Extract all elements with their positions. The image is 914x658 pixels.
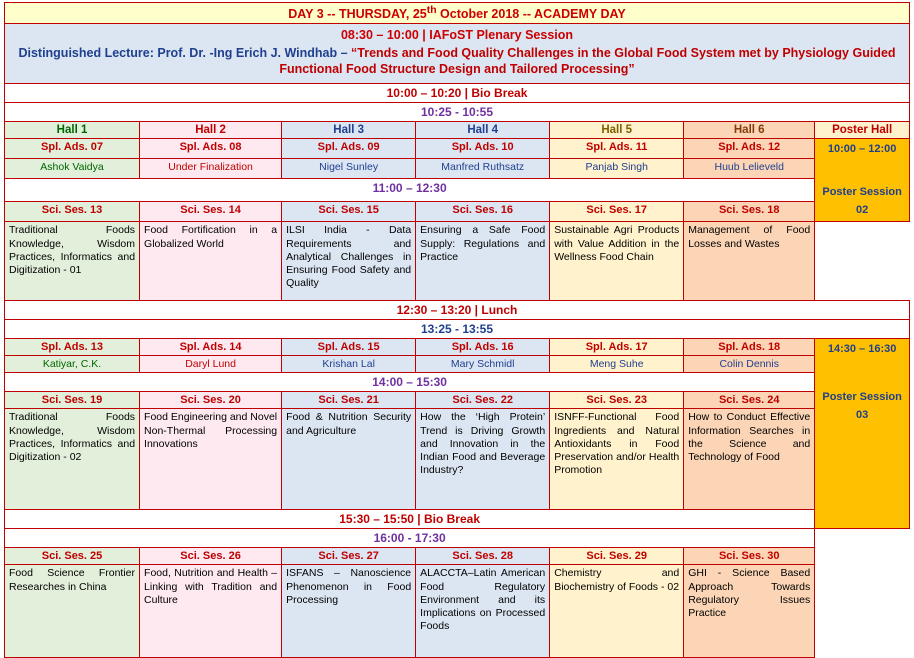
timeband-sess3-row [5,529,910,548]
timeband-sessions-3: 16:00 - 17:30 [5,529,815,548]
sci-ses-26-code: Sci. Ses. 26 [140,548,282,565]
sci-ses-25-topic: Food Science Frontier Researches in China [5,565,140,658]
lunch-break: 12:30 – 13:20 | Lunch [5,301,910,320]
sci-ses-29-code: Sci. Ses. 29 [550,548,684,565]
poster-session-03-time: 14:30 – 16:30 [827,343,897,356]
sci-ses-27-topic: ISFANS – Nanoscience Phenomenon in Food Processing [282,565,416,658]
hall-header-row [5,121,910,138]
sci-ses-27-code: Sci. Ses. 27 [282,548,416,565]
plenary-cell [5,24,910,84]
poster-session-02-time: 10:00 – 12:00 [827,142,897,155]
hall-2-header: Hall 2 [140,121,282,138]
timeband-ads1-row [5,102,910,121]
ads-block-1-codes-row [5,138,910,158]
sci-ses-24-code: Sci. Ses. 24 [684,392,815,409]
poster-session-02-cell [815,138,910,222]
sessions-2-codes-row [5,392,910,409]
spl-ads-12-code: Spl. Ads. 12 [684,138,815,158]
spl-ads-13-code: Spl. Ads. 13 [5,339,140,356]
sci-ses-20-topic: Food Engineering and Novel Non-Thermal Processing Innovations [140,409,282,510]
bio-break-1: 10:00 – 10:20 | Bio Break [5,83,910,102]
spl-ads-11-code: Spl. Ads. 11 [550,138,684,158]
bio-break-2: 15:30 – 15:50 | Bio Break [5,510,815,529]
poster-hall-header: Poster Hall [815,121,910,138]
sci-ses-14-topic: Food Fortification in a Globalized World [140,222,282,301]
spl-ads-08-code: Spl. Ads. 08 [140,138,282,158]
sci-ses-19-topic: Traditional Foods Knowledge, Wisdom Practices, Informatics and Digitization - 02 [5,409,140,510]
sci-ses-28-topic: ALACCTA–Latin American Food Regulatory Environment and its Implications on Processed Foods [416,565,550,658]
timeband-sessions-1: 11:00 – 12:30 [5,179,815,202]
spl-ads-14-code: Spl. Ads. 14 [140,339,282,356]
plenary-row [5,24,910,84]
spl-ads-15-code: Spl. Ads. 15 [282,339,416,356]
hall-3-header: Hall 3 [282,121,416,138]
sci-ses-21-topic: Food & Nutrition Security and Agriculture [282,409,416,510]
sessions-1-topics-row [5,222,910,301]
timeband-sess1-row [5,179,910,202]
timeband-ads2-row [5,320,910,339]
plenary-lecture-title: “Trends and Food Quality Challenges in the Global Food System met by Physiology Guided Functional Food Structure Design and Tailored Processing” [279,46,896,77]
spl-ads-10-code: Spl. Ads. 10 [416,138,550,158]
poster-session-03-cell [815,339,910,529]
spl-ads-08-speaker: Under Finalization [140,159,282,179]
spl-ads-15-speaker: Krishan Lal [282,356,416,373]
sci-ses-20-code: Sci. Ses. 20 [140,392,282,409]
sci-ses-13-topic: Traditional Foods Knowledge, Wisdom Practices, Informatics and Digitization - 01 [5,222,140,301]
day-banner-row [5,3,910,24]
spl-ads-09-code: Spl. Ads. 09 [282,138,416,158]
spl-ads-07-speaker: Ashok Vaidya [5,159,140,179]
lunch-row [5,301,910,320]
hall-6-header: Hall 6 [684,121,815,138]
spl-ads-17-speaker: Meng Suhe [550,356,684,373]
spl-ads-16-code: Spl. Ads. 16 [416,339,550,356]
sci-ses-18-code: Sci. Ses. 18 [684,202,815,222]
timeband-ads-1: 10:25 - 10:55 [5,102,910,121]
sci-ses-18-topic: Management of Food Losses and Wastes [684,222,815,301]
ads-block-1-speakers-row [5,159,910,179]
ads-block-2-codes-row [5,339,910,356]
hall-4-header: Hall 4 [416,121,550,138]
spl-ads-09-speaker: Nigel Sunley [282,159,416,179]
plenary-lecture-prefix: Distinguished Lecture: Prof. Dr. -Ing Erich J. Windhab – [18,46,352,61]
timeband-sessions-2: 14:00 – 15:30 [5,373,815,392]
spl-ads-10-speaker: Manfred Ruthsatz [416,159,550,179]
bio-break-2-row [5,510,910,529]
bio-break-1-row [5,83,910,102]
spl-ads-17-code: Spl. Ads. 17 [550,339,684,356]
timeband-ads-2: 13:25 - 13:55 [5,320,910,339]
sci-ses-17-topic: Sustainable Agri Products with Value Addition in the Wellness Food Chain [550,222,684,301]
sci-ses-22-code: Sci. Ses. 22 [416,392,550,409]
sci-ses-16-topic: Ensuring a Safe Food Supply: Regulations and Practice [416,222,550,301]
sci-ses-23-topic: ISNFF-Functional Food Ingredients and Natural Antioxidants in Food Preservation and/or Health Promotion [550,409,684,510]
spl-ads-18-code: Spl. Ads. 18 [684,339,815,356]
sci-ses-22-topic: How the ‘High Protein’ Trend is Driving Growth and Innovation in the Indian Food and Beverage Industry? [416,409,550,510]
sci-ses-17-code: Sci. Ses. 17 [550,202,684,222]
plenary-time-title: 08:30 – 10:00 | IAFoST Plenary Session [340,28,574,43]
poster-session-03-label: Poster Session 03 [822,391,902,421]
spl-ads-14-speaker: Daryl Lund [140,356,282,373]
sci-ses-23-code: Sci. Ses. 23 [550,392,684,409]
sci-ses-25-code: Sci. Ses. 25 [5,548,140,565]
spl-ads-12-speaker: Huub Lelieveld [684,159,815,179]
ads-block-2-speakers-row [5,356,910,373]
hall-5-header: Hall 5 [550,121,684,138]
spl-ads-18-speaker: Colin Dennis [684,356,815,373]
sessions-1-codes-row [5,202,910,222]
plenary-lecture [9,45,905,81]
sci-ses-30-topic: GHI - Science Based Approach Towards Regulatory Issues Practice [684,565,815,658]
day-banner: DAY 3 -- THURSDAY, 25th October 2018 -- ACADEMY DAY [5,3,910,24]
sessions-2-topics-row [5,409,910,510]
sci-ses-30-code: Sci. Ses. 30 [684,548,815,565]
sci-ses-21-code: Sci. Ses. 21 [282,392,416,409]
sci-ses-13-code: Sci. Ses. 13 [5,202,140,222]
sci-ses-15-topic: ILSI India - Data Requirements and Analytical Challenges in Ensuring Food Safety and Quality [282,222,416,301]
sci-ses-15-code: Sci. Ses. 15 [282,202,416,222]
spl-ads-11-speaker: Panjab Singh [550,159,684,179]
spl-ads-13-speaker: Katiyar, C.K. [5,356,140,373]
sessions-3-codes-row [5,548,910,565]
sci-ses-28-code: Sci. Ses. 28 [416,548,550,565]
sci-ses-29-topic: Chemistry and Biochemistry of Foods - 02 [550,565,684,658]
sci-ses-24-topic: How to Conduct Effective Information Searches in the Science and Technology of Food [684,409,815,510]
poster-session-02-label: Poster Session 02 [822,186,902,216]
sci-ses-14-code: Sci. Ses. 14 [140,202,282,222]
sci-ses-19-code: Sci. Ses. 19 [5,392,140,409]
spl-ads-16-speaker: Mary Schmidl [416,356,550,373]
sci-ses-16-code: Sci. Ses. 16 [416,202,550,222]
sessions-3-topics-row [5,565,910,658]
spl-ads-07-code: Spl. Ads. 07 [5,138,140,158]
timeband-sess2-row [5,373,910,392]
hall-1-header: Hall 1 [5,121,140,138]
schedule-table [4,2,910,658]
sci-ses-26-topic: Food, Nutrition and Health – Linking with Tradition and Culture [140,565,282,658]
